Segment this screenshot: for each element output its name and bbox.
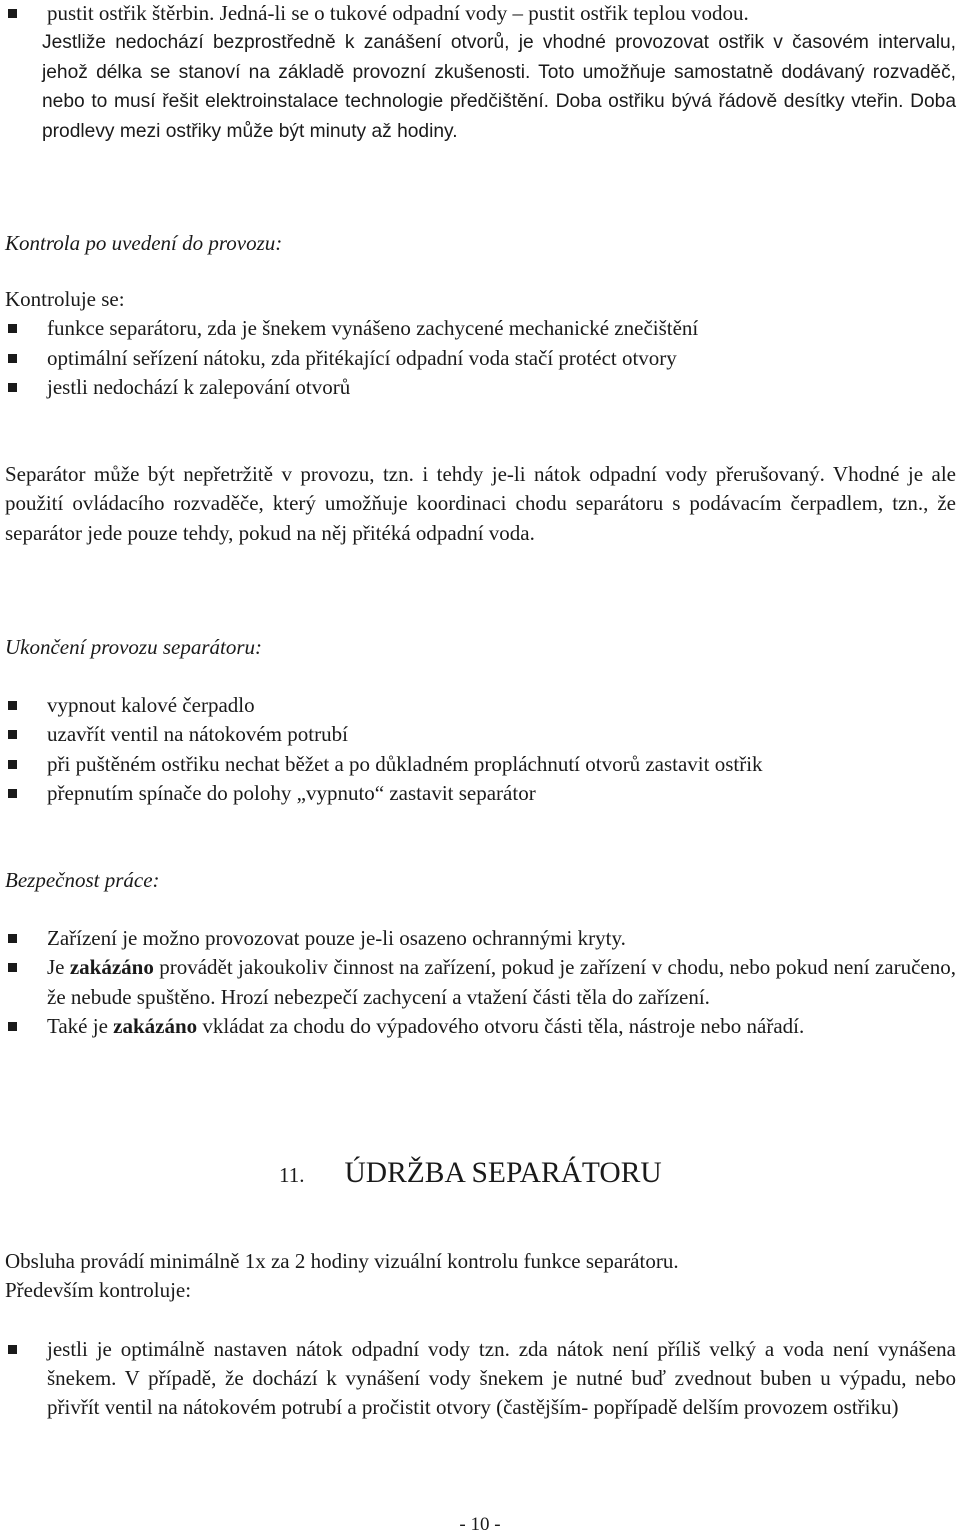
section-heading-bezpecnost: Bezpečnost práce:: [5, 868, 160, 892]
udrzba-line-1: Obsluha provádí minimálně 1x za 2 hodiny vizuální kontrolu funkce separátoru.: [5, 1249, 679, 1273]
section-kontrola: [5, 229, 956, 548]
list-item-text: při puštěném ostřiku nechat běžet a po důkladném propláchnutí otvorů zastavit ostřik: [47, 751, 763, 776]
section-udrzba: [5, 1247, 956, 1422]
list-item-text: vypnout kalové čerpadlo: [47, 693, 255, 717]
ukonceni-list: [5, 691, 956, 808]
top-bullet-list: [5, 0, 956, 28]
prohibited-emphasis: zakázáno: [69, 955, 154, 980]
kontrola-paragraph: Separátor může být nepřetržitě v provozu, tzn. i tehdy je-li nátok odpadní vody přerušovaný. Vhodné je ale použití ovládacího rozvaděče, který umožňuje koordinaci chodu separátoru s podávacím čerpadlem, tzn., že separátor jede pouze tehdy, pokud na něj přitéká odpadní voda.: [5, 462, 956, 545]
section-bezpecnost: [5, 866, 956, 1041]
list-item-text: jestli nedochází k zalepování otvorů: [47, 374, 351, 399]
section-heading-kontrola: Kontrola po uvedení do provozu:: [5, 231, 283, 255]
section-heading-ukonceni: Ukončení provozu separátoru:: [5, 635, 263, 659]
list-item: [5, 953, 956, 1012]
top-bullet-text: pustit ostřik štěrbin. Jedná-li se o tukové odpadní vody – pustit ostřik teplou vodou.: [47, 1, 749, 25]
udrzba-line-2: Především kontroluje:: [5, 1278, 192, 1303]
kontrola-intro: Kontroluje se:: [5, 287, 125, 311]
chapter-number: 11.: [279, 1163, 305, 1187]
top-bullet-item: [5, 0, 956, 28]
list-item-text: uzavřít ventil na nátokovém potrubí: [47, 722, 348, 747]
bezpecnost-list: [5, 924, 956, 1041]
list-item-text: jestli je optimálně nastaven nátok odpadní vody tzn. zda nátok není příliš velký a voda není vynášena šnekem. V případě, že dochází k vynášení vody šnekem je nutné buď zvednout buben u výpadu, nebo přivřít ventil na nátokovém potrubí a pročistit otvory (častějším- popřípadě delším provozem ostřiku): [47, 1336, 956, 1420]
spray-interval-paragraph: Jestliže nedochází bezprostředně k zanášení otvorů, je vhodné provozovat ostřik v časovém intervalu, jehož délka se stanoví na základě provozní zkušenosti. Toto umožňuje samostatně dodávaný rozvaděč, nebo to musí řešit elektroinstalace technologie předčištění. Doba ostřiku bývá řádově desítky vteřin. Doba prodlevy mezi ostřiky může být minuty až hodiny.: [42, 32, 956, 143]
list-item: [5, 314, 956, 343]
top-block: [5, 0, 956, 147]
chapter-heading: [279, 1153, 662, 1195]
list-item-text: optimální seřízení nátoku, zda přitékající odpadní voda stačí protéct otvory: [47, 345, 677, 370]
list-item: [5, 1012, 956, 1041]
kontrola-list: [5, 314, 956, 402]
list-item-text: Je: [47, 955, 70, 980]
list-item: [5, 344, 956, 373]
list-item-text: Zařízení je možno provozovat pouze je-li osazeno ochrannými kryty.: [47, 926, 626, 950]
list-item-text: Také je: [47, 1013, 114, 1038]
section-ukonceni: [5, 633, 956, 808]
list-item: [5, 720, 956, 749]
chapter-title: ÚDRŽBA SEPARÁTORU: [344, 1157, 662, 1189]
udrzba-list: [5, 1335, 956, 1423]
list-item: [5, 779, 956, 808]
list-item: [5, 373, 956, 402]
page-number: - 10 -: [459, 1514, 501, 1535]
list-item-text: funkce separátoru, zda je šnekem vynášeno zachycené mechanické znečištění: [47, 316, 699, 341]
list-item-text: provádět jakoukoliv činnost na zařízení, pokud je zařízení v chodu, nebo pokud není zaručeno, že nebude spuštěno. Hrozí nebezpečí zachycení a vtažení části těla do zařízení.: [47, 955, 956, 1009]
prohibited-emphasis: zakázáno: [113, 1013, 198, 1038]
list-item: [5, 924, 956, 953]
list-item: [5, 750, 956, 779]
list-item: [5, 691, 956, 720]
list-item-text: přepnutím spínače do polohy „vypnuto“ zastavit separátor: [47, 780, 536, 805]
list-item: [5, 1335, 956, 1423]
list-item-text: vkládat za chodu do výpadového otvoru části těla, nástroje nebo nářadí.: [197, 1013, 805, 1038]
